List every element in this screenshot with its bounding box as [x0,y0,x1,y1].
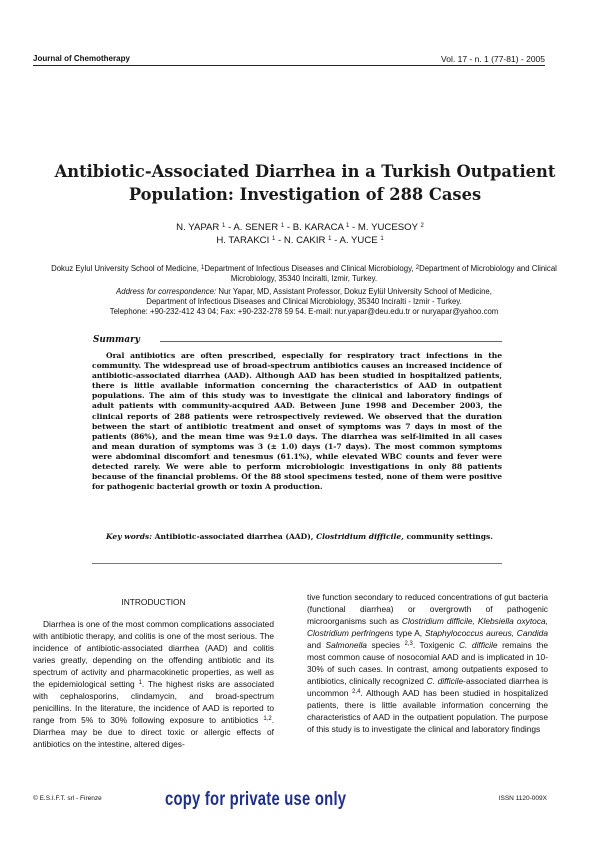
affiliation-school: Dokuz Eylul University School of Medicine, [51,264,199,273]
article-title [40,160,570,206]
affiliation-dept-2: Department of Microbiology and Clinical Microbiology, 35340 Inciralti, Izmir, Turkey. [230,264,557,283]
affiliation-dept-1: Department of Infectious Diseases and Clinical Microbiology, [204,264,414,273]
journal-name: Journal of Chemotherapy [33,54,130,63]
citation: 2,4 [352,689,361,695]
copyright-notice: © E.S.I.F.T. srl - Firenze [33,795,102,802]
author-line-1: N. YAPAR $^1$ - A. SENER $^1$ - B. KARACA $^1$ - M. YUCESOY $^2$ [176,222,424,233]
affiliation-mark: 2 [415,265,420,271]
body-text: . The highest risks are associated with cephalosporins, clindamycin, and broad-spectrum penicillins. In the literature, the incidence of AAD is reported to range from 5% to 30% following exposure to antibiotics [33,679,275,725]
author-affil-mark: 1 [222,223,226,229]
author-affil-mark: 1 [328,236,332,242]
body-text: type A, [396,628,423,638]
correspondence-block [30,287,578,317]
volume-info: Vol. 17 - n. 1 (77-81) - 2005 [441,54,545,64]
keyword-organism: Clostridium difficile, [316,532,404,541]
body-column-right [307,591,548,735]
author: M. YUCESOY [357,222,418,233]
title-line-2: Population: Investigation of 288 Cases [128,185,482,204]
organism-name: C. difficile [459,640,498,650]
author: H. TARAKCI [216,235,270,246]
citation: 1 [138,680,142,686]
organism-name: Staphylococcus aureus, Candida [424,628,548,638]
organism-name: Clostridium difficile, Klebsiella oxytoca, Clostridium perfringens [307,616,549,638]
organism-name: Salmonella [325,640,367,650]
affiliation-mark: 1 [201,265,205,271]
keywords-label: Key words: [106,532,153,541]
body-text: remains the most common cause of nosocomial AAD and is implicated in 10-30% of such cases. In contrast, among outpatients exposed to antibiotics, clinically recognized [307,640,549,686]
abstract-divider [92,563,502,564]
issn: ISSN 1120-009X [498,795,547,802]
body-text: and [307,640,321,650]
correspondence-line-1 [30,287,578,297]
author-affil-mark: 1 [271,236,276,242]
section-heading-introduction: INTRODUCTION [121,597,186,607]
author-affil-mark: 1 [346,223,350,229]
author-affil-mark: 1 [280,223,285,229]
body-text: . Toxigenic [412,640,455,650]
body-text: -associated diarrhea is uncommon [307,676,549,698]
correspondence-label: Address for correspondence: [116,287,217,296]
body-column-left [33,618,274,750]
author: N. CAKIR [283,235,326,246]
summary-heading: Summary [93,335,140,345]
body-text: . Although AAD has been studied in hospitalized patients, there is little available information concerning the characteristics of AAD in the outpatient population. The purpose of this study is to investigate the clinical and laboratory findings [307,688,548,734]
keywords [92,532,502,542]
author: B. KARACA [292,222,344,233]
correspondence-contact: Telephone: +90-232-412 43 04; Fax: +90-232-278 59 54. E-mail: nur.yapar@deu.edu.tr or nuryapar@yahoo.com [109,307,499,316]
affiliation [30,264,578,284]
citation: 1,2 [263,716,272,722]
watermark-stamp: copy for private use only [165,789,347,810]
body-text: . Diarrhea may be due to direct toxic or allergic effects of antibiotics on the intestine, altered diges- [33,715,275,749]
author: A. SENER [233,222,279,233]
organism-name: C. difficile [426,676,464,686]
body-text: Diarrhea is one of the most common complications associated with antibiotic therapy, and colitis is one of the most serious. The incidence of antibiotic-associated diarrhea (AAD) and colitis varies greatly, depending on the offending antibiotic and its spectrum of activity and pharmacokinetic properties, as well as the epidemiological setting [33,619,274,689]
summary-text: Oral antibiotics are often prescribed, especially for respiratory tract infections in the community. The widespread use of broad-spectrum antibiotics causes an increased incidence of antibiotic-associated diarrhea (AAD). Although AAD has been studied in hospitalized patients, there is little available information concerning the characteristics of AAD in outpatient populations. The aim of this study was to investigate the clinical and laboratory findings of adult patients with community-acquired AAD. Between June 1998 and December 2003, the clinical reports of 288 patients were retrospectively reviewed. We observed that the duration between the start of antibiotic treatment and onset of symptoms was 7 days in most of the patients (86%), and the mean time was 9±1.0 days. The diarrhea was self-limited in all cases and mean duration of symptoms was 3 (± 1.0) days (1-7 days). The most common symptoms were abdominal discomfort and tenesmus (61.1%), while elevated WBC counts and fever were detected rarely. We were able to perform microbiologic investigations in only 88 patients because of the financial problems. Of the 88 stool specimens tested, none of them were positive for pathogenic bacterial growth or toxin A production. [92,351,502,492]
correspondence-address: Nur Yapar, MD, Assistant Professor, Dokuz Eylül University School of Medicine, [218,287,492,296]
author: A. YUCE [339,235,378,246]
header-divider [33,65,545,66]
correspondence-line-2: Department of Infectious Diseases and Clinical Microbiology, 35340 Inciralti - Izmir - Turkey. [146,297,462,306]
keyword: community settings. [406,532,493,541]
author: N. YAPAR [176,222,220,233]
keyword: Antibiotic-associated diarrhea (AAD), [154,532,314,541]
author-affil-mark: 2 [420,223,424,229]
citation: 2,3 [404,641,413,647]
body-text: tive function secondary to reduced concentrations of gut bacteria (functional diarrhea) or overgrowth of pathogenic microorganisms such as [307,592,548,626]
author-affil-mark: 1 [380,236,384,242]
author-line-2: H. TARAKCI $^1$ - N. CAKIR $^1$ - A. YUCE $^1$ [216,235,384,246]
title-line-1: Antibiotic-Associated Diarrhea in a Turkish Outpatient [54,162,556,181]
author-list [60,221,540,247]
body-text: species [371,640,400,650]
summary-rule [160,341,502,342]
